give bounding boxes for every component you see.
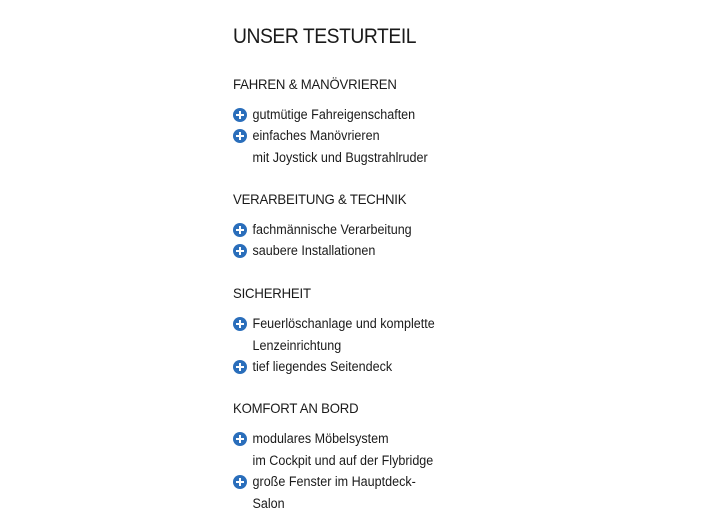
section-heading-fahren: FAHREN & MANÖVRIEREN xyxy=(233,76,397,92)
list-item xyxy=(233,356,404,378)
item-line: Salon xyxy=(252,495,285,511)
item-line: im Cockpit und auf der Flybridge xyxy=(252,452,434,468)
section-heading-komfort: KOMFORT AN BORD xyxy=(233,400,359,416)
list-item xyxy=(233,125,442,168)
item-line: einfaches Manövrieren xyxy=(252,128,380,143)
item-line: modulares Möbelsystem xyxy=(252,431,389,446)
item-line: Feuerlöschanlage und komplette xyxy=(252,316,435,331)
item-line: tief liegendes Seitendeck xyxy=(252,359,393,374)
list-item xyxy=(233,219,425,241)
item-line: saubere Installationen xyxy=(252,243,376,258)
section-heading-verarbeitung: VERARBEITUNG & TECHNIK xyxy=(233,191,407,207)
item-line: große Fenster im Hauptdeck- xyxy=(252,474,416,489)
list-item xyxy=(233,240,386,262)
item-line: gutmütige Fahreigenschaften xyxy=(252,107,416,122)
item-line: fachmännische Verarbeitung xyxy=(252,222,412,237)
section-heading-sicherheit: SICHERHEIT xyxy=(233,285,311,301)
list-item xyxy=(233,104,429,126)
list-item xyxy=(233,428,448,471)
list-item xyxy=(233,471,430,514)
item-line: mit Joystick und Bugstrahlruder xyxy=(252,149,428,165)
item-line: Lenzeinrichtung xyxy=(252,337,342,353)
list-item xyxy=(233,313,450,356)
page-title: UNSER TESTURTEIL xyxy=(233,25,417,48)
